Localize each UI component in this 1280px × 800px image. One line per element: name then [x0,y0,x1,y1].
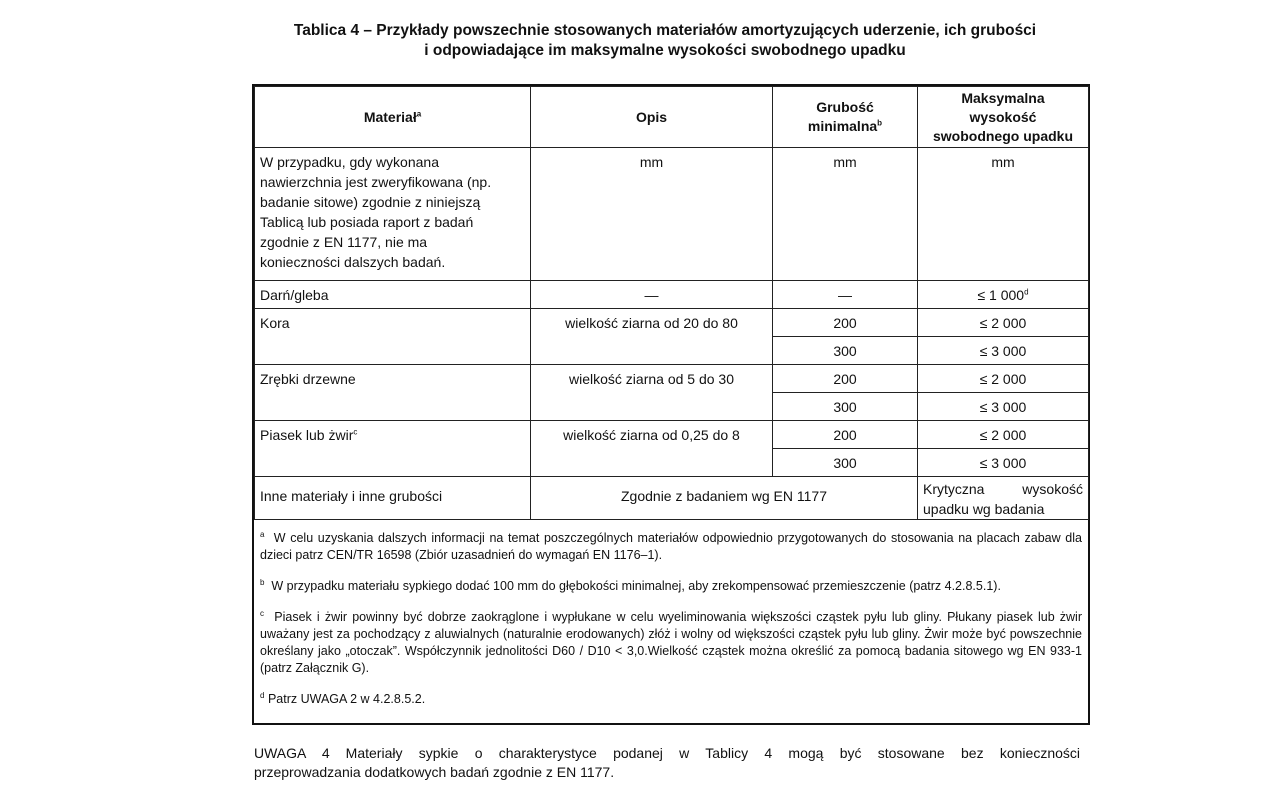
units-row [255,148,1089,281]
table-footnotes [260,530,1082,708]
kora-grubosc-2: 300 [773,337,918,365]
header-grubosc: Grubość minimalna$^b$ [773,87,918,148]
piasek-grubosc-2: 300 [773,449,918,477]
kora-grubosc-1: 200 [773,309,918,337]
header-wysokosc: Maksymalna wysokość swobodnego upadku [918,87,1089,148]
zrebki-material: Zrębki drzewne [255,365,531,421]
uwaga-note [254,744,1080,782]
inne-opis: Zgodnie z badaniem wg EN 1177 [531,477,918,520]
kora-wysokosc-2: ≤ 3 000 [918,337,1089,365]
kora-material: Kora [255,309,531,365]
piasek-wysokosc-1: ≤ 2 000 [918,421,1089,449]
piasek-opis: wielkość ziarna od 0,25 do 8 [531,421,773,477]
inne-material: Inne materiały i inne grubości [255,477,531,520]
units-row-wysokosc: mm [918,148,1089,281]
header-material: Materiał$^a$ [255,87,531,148]
units-row-material: W przypadku, gdy wykonana nawierzchnia jest zweryfikowana (np. badanie sitowe) zgodnie z niniejszą Tablicą lub posiada raport z badań zgodnie z EN 1177, nie ma konieczności dalszych badań. [255,148,531,281]
darn-wysokosc: ≤ 1 000$^d$ [918,281,1089,309]
table-caption [0,21,1280,61]
footnote-b: $^b$ W przypadku materiału sypkiego dodać 100 mm do głębokości minimalnej, aby zrekompensować przemieszczenie (patrz 4.2.8.5.1). [260,577,1001,593]
uwaga-text-line-1: Materiały sypkie o charakterystyce podanej w Tablicy 4 mogą być stosowane bez konieczności [345,745,1080,761]
zrebki-grubosc-2: 300 [773,393,918,421]
uwaga-text-line-2: przeprowadzania dodatkowych badań zgodnie z EN 1177. [254,764,615,780]
table-caption-line-1: Tablica 4 – Przykłady powszechnie stosowanych materiałów amortyzujących uderzenie, ich grubości [293,22,1037,39]
units-row-grubosc: mm [773,148,918,281]
table-row-darn [255,281,1089,309]
piasek-wysokosc-2: ≤ 3 000 [918,449,1089,477]
header-row [255,87,1089,148]
darn-material: Darń/gleba [255,281,531,309]
darn-grubosc: — [773,281,918,309]
zrebki-wysokosc-1: ≤ 2 000 [918,365,1089,393]
table-row-zrebki [255,365,1089,393]
footnote-c: $^c$ Piasek i żwir powinny być dobrze zaokrąglone i wypłukane w celu wyeliminowania większości cząstek pyłu lub gliny. Płukany piasek lub żwir uważany jest za pochodzący z aluwialnych (naturalnie erodowanych) złóż i wolny od większości cząstek pyłu lub gliny. Żwir może być powszechnie określany jako „otoczak”. Współczynnik jednolitości D60 / D10 < 3,0.Wielkość cząstek można określić za pomocą badania sitowego wg EN 933-1 (patrz Załącznik G). [260,608,1082,675]
inne-wysokosc: Krytyczna wysokość upadku wg badania [918,477,1089,520]
footnote-d: $^d$ Patrz UWAGA 2 w 4.2.8.5.2. [260,690,426,706]
table-caption-line-2: i odpowiadające im maksymalne wysokości swobodnego upadku [424,42,906,59]
units-row-opis: mm [531,148,773,281]
uwaga-label: UWAGA 4 [254,745,330,761]
darn-opis: — [531,281,773,309]
zrebki-wysokosc-2: ≤ 3 000 [918,393,1089,421]
footnote-a: $^a$ W celu uzyskania dalszych informacji na temat poszczególnych materiałów odpowiednio przygotowanych do stosowania na placach zabaw dla dzieci patrz CEN/TR 16598 (Zbiór uzasadnień do wymagań EN 1176–1). [260,529,1082,562]
kora-wysokosc-1: ≤ 2 000 [918,309,1089,337]
zrebki-opis: wielkość ziarna od 5 do 30 [531,365,773,421]
header-opis: Opis [531,87,773,148]
piasek-material: Piasek lub żwir$^c$ [255,421,531,477]
kora-opis: wielkość ziarna od 20 do 80 [531,309,773,365]
table-row-inne [255,477,1089,520]
zrebki-grubosc-1: 200 [773,365,918,393]
piasek-grubosc-1: 200 [773,421,918,449]
table-row-kora [255,309,1089,337]
table-row-piasek [255,421,1089,449]
materials-table [254,86,1089,520]
